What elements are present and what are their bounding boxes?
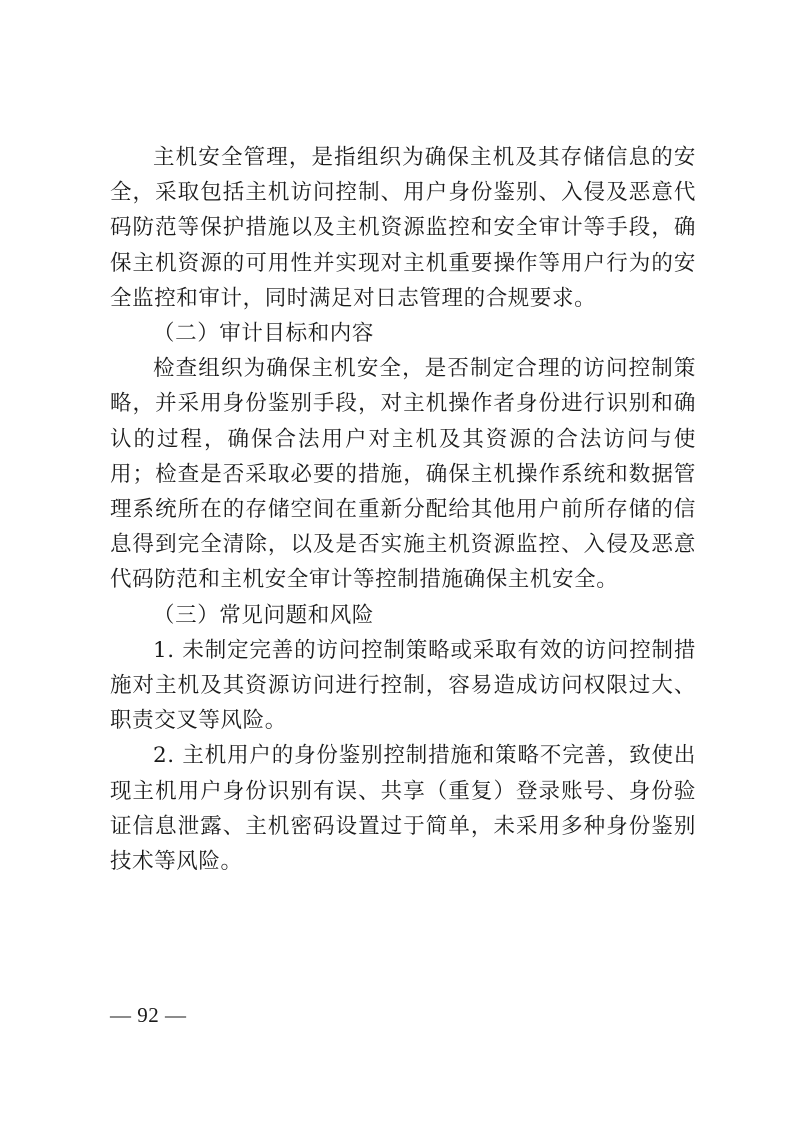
risk-item-2: 2. 主机用户的身份鉴别控制措施和策略不完善，致使出现主机用户身份识别有误、共享（重复）登录账号、身份验证信息泄露、主机密码设置过于简单，未采用多种身份鉴别技术等风险。 (110, 743, 696, 875)
intro-paragraph: 主机安全管理，是指组织为确保主机及其存储信息的安全，采取包括主机访问控制、用户身份鉴别、入侵及恶意代码防范等保护措施以及主机资源监控和安全审计等手段，确保主机资源的可用性并实现对主机重要操作等用户行为的安全监控和审计，同时满足对日志管理的合规要求。 (110, 145, 696, 311)
audit-goals-paragraph: 检查组织为确保主机安全，是否制定合理的访问控制策略，并采用身份鉴别手段，对主机操作者身份进行识别和确认的过程，确保合法用户对主机及其资源的合法访问与使用；检查是否采取必要的措施，确保主机操作系统和数据管理系统所在的存储空间在重新分配给其他用户前所存储的信息得到完全清除，以及是否实施主机资源监控、入侵及恶意代码防范和主机安全审计等控制措施确保主机安全。 (110, 356, 696, 593)
risk-item-1: 1. 未制定完善的访问控制策略或采取有效的访问控制措施对主机及其资源访问进行控制，容易造成访问权限过大、职责交叉等风险。 (110, 637, 696, 734)
page-number: — 92 — (110, 1003, 187, 1027)
section-heading-audit-goals: （二）审计目标和内容 (153, 321, 375, 347)
document-body (110, 140, 696, 879)
section-heading-common-risks: （三）常见问题和风险 (153, 602, 375, 628)
